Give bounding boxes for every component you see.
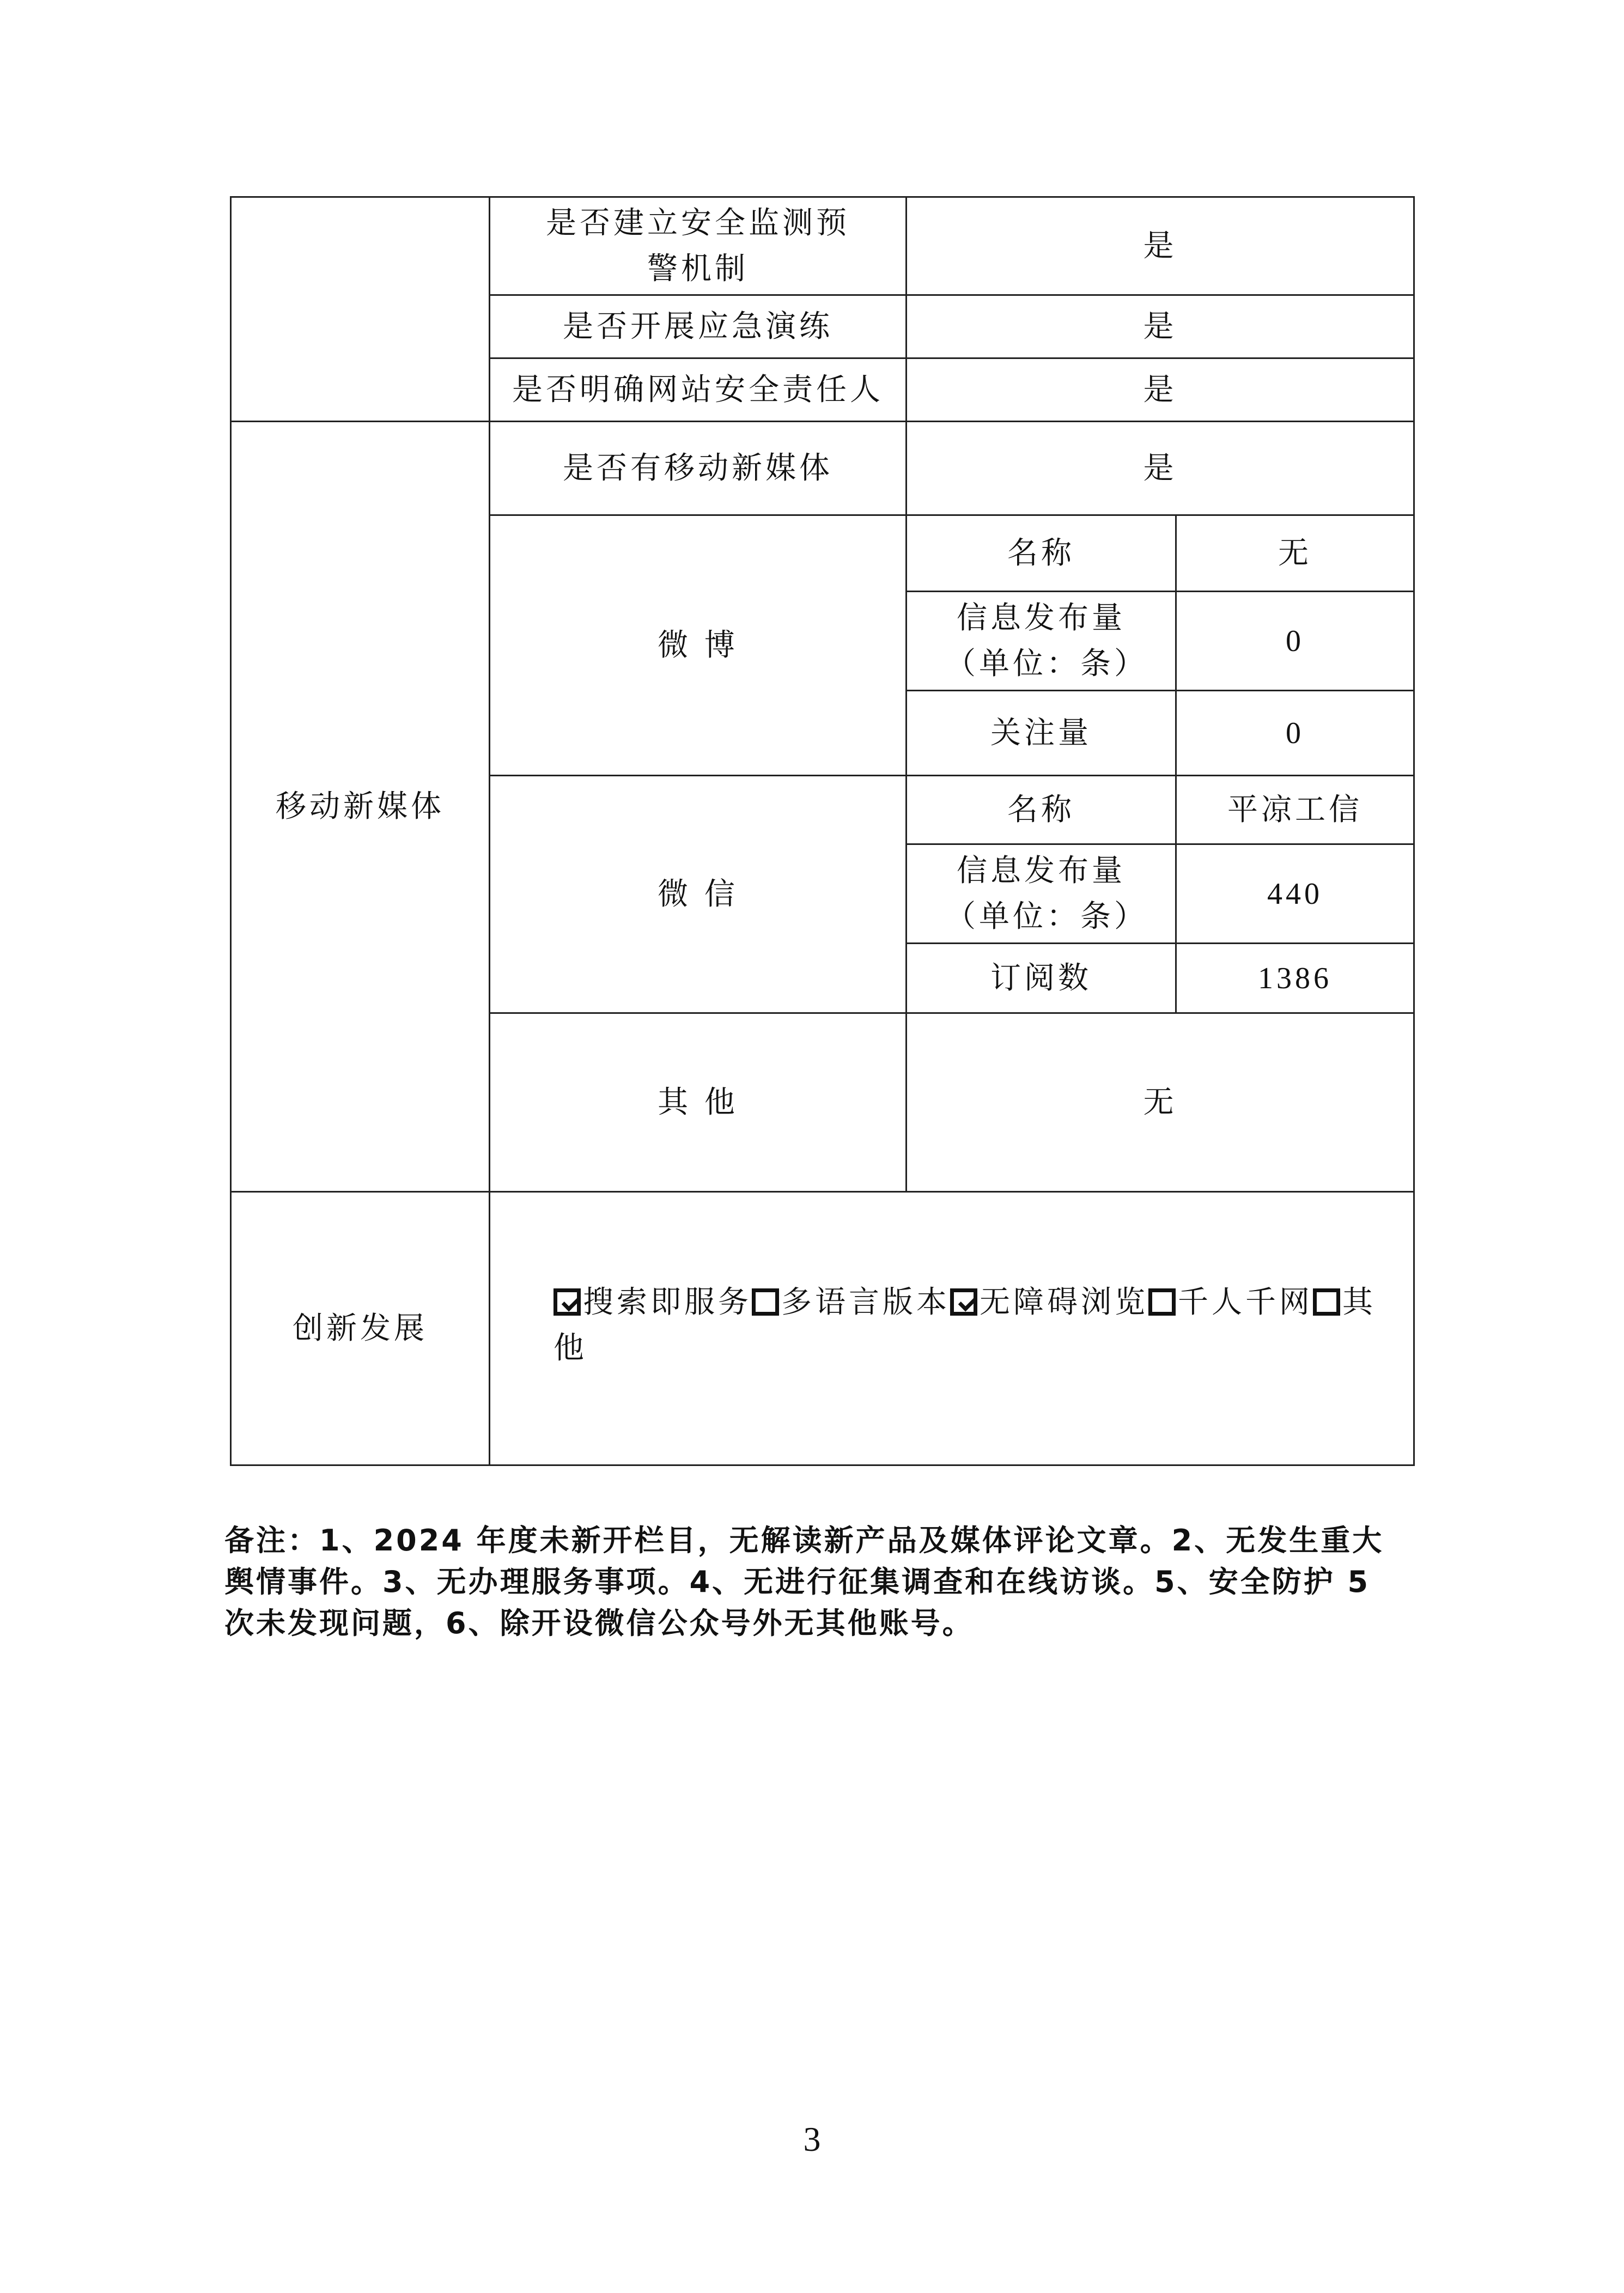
other-media-value: 无 xyxy=(907,1013,1414,1192)
weibo-name-value: 无 xyxy=(1176,515,1414,592)
checkbox-checked-icon[interactable] xyxy=(554,1288,581,1316)
wechat-label: 微 信 xyxy=(490,776,907,1013)
wechat-subs-label: 订阅数 xyxy=(907,944,1176,1013)
has-mobile-media-value: 是 xyxy=(907,422,1414,515)
option-accessibility[interactable]: 无障碍浏览 xyxy=(950,1285,1148,1320)
security-section-cell xyxy=(231,197,490,422)
checkbox-unchecked-icon[interactable] xyxy=(752,1288,779,1316)
remarks-paragraph: 备注：1、2024 年度未新开栏目，无解读新产品及媒体评论文章。2、无发生重大舆情事件。3、无办理服务事项。4、无进行征集调查和在线访谈。5、安全防护 5 次未发现问题，6、除开设微信公众号外无其他账号。 xyxy=(224,1523,1384,1640)
wechat-posts-value: 440 xyxy=(1176,844,1414,944)
report-table xyxy=(230,196,1415,1466)
option-personalized[interactable]: 千人千网 xyxy=(1148,1285,1313,1320)
emergency-drill-value: 是 xyxy=(907,295,1414,358)
weibo-name-label: 名称 xyxy=(907,515,1176,592)
wechat-posts-label: 信息发布量（单位：条） xyxy=(907,844,1176,944)
checkbox-checked-icon[interactable] xyxy=(950,1288,977,1316)
wechat-name-value: 平凉工信 xyxy=(1176,776,1414,844)
emergency-drill-label: 是否开展应急演练 xyxy=(490,295,907,358)
checkbox-unchecked-icon[interactable] xyxy=(1148,1288,1176,1316)
wechat-subs-value: 1386 xyxy=(1176,944,1414,1013)
wechat-name-label: 名称 xyxy=(907,776,1176,844)
weibo-follow-value: 0 xyxy=(1176,691,1414,776)
weibo-label: 微 博 xyxy=(490,515,907,776)
weibo-posts-label: 信息发布量（单位：条） xyxy=(907,592,1176,691)
innovation-options xyxy=(490,1192,1414,1465)
checkbox-unchecked-icon[interactable] xyxy=(1313,1288,1340,1316)
weibo-posts-value: 0 xyxy=(1176,592,1414,691)
option-multilingual[interactable]: 多语言版本 xyxy=(752,1285,950,1320)
page-number: 3 xyxy=(803,2120,821,2158)
other-media-label: 其 他 xyxy=(490,1013,907,1192)
option-search-service[interactable]: 搜索即服务 xyxy=(554,1285,752,1320)
warning-mechanism-value: 是 xyxy=(907,197,1414,295)
has-mobile-media-label: 是否有移动新媒体 xyxy=(490,422,907,515)
security-owner-value: 是 xyxy=(907,358,1414,422)
innovation-section-label: 创新发展 xyxy=(231,1192,490,1465)
weibo-follow-label: 关注量 xyxy=(907,691,1176,776)
mobile-media-section-label: 移动新媒体 xyxy=(231,422,490,1192)
option-other[interactable]: 其他 xyxy=(554,1285,1376,1366)
security-owner-label: 是否明确网站安全责任人 xyxy=(490,358,907,422)
warning-mechanism-label: 是否建立安全监测预警机制 xyxy=(490,197,907,295)
